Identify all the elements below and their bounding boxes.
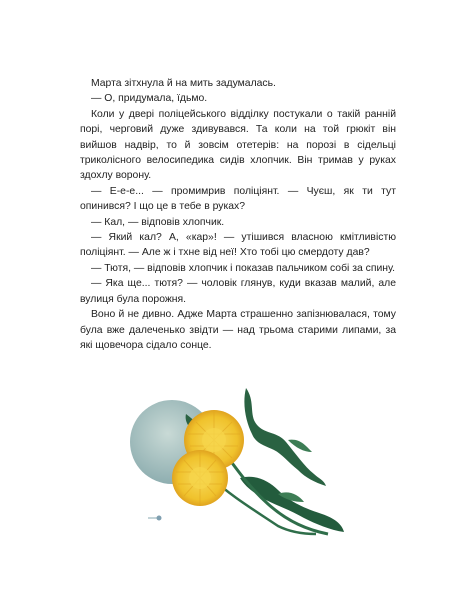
paragraph: — Е-е-е... — промимрив поліціянт. — Чуєш, як ти тут опинився? І що це в тебе в руках? <box>80 185 396 213</box>
paragraph: — Тютя, — відповів хлопчик і показав пальчиком собі за спину. <box>91 262 396 274</box>
leaf <box>240 477 344 532</box>
dandelion-flower <box>172 450 228 506</box>
paragraph: — О, придумала, їдьмо. <box>91 93 208 105</box>
paragraph: Коли у двері поліцейського відділку постукали о такій ранній порі, черговий дуже здивувався. Та коли на той грюкіт він вийшов надвір, то й зовсім отетерів: на порозі в сідельці триколісного велосипедика сидів хлопчик. Він тримав у руках здохлу ворону. <box>80 108 396 182</box>
dandelion-seed <box>148 516 162 521</box>
dandelion-artwork <box>128 382 352 542</box>
dandelion-illustration <box>128 382 352 542</box>
paragraph: — Який кал? А, «кар»! — утішився власною кмітливістю поліціянт. — Але ж і тхне від неї! Хто тобі цю смердоту дав? <box>80 232 396 259</box>
paragraph: Воно й не дивно. Адже Марта страшенно запізнювалася, тому була вже далеченько звідти — над трьома старими липами, за які щовечора сідало сонце. <box>80 309 396 351</box>
body-text <box>80 76 396 353</box>
paragraph: — Яка ще... тютя? — чоловік глянув, куди вказав малий, але вулиця була порожня. <box>80 278 396 305</box>
paragraph: Марта зітхнула й на мить задумалась. <box>91 78 276 89</box>
leaf <box>244 388 326 486</box>
paragraph: — Кал, — відповів хлопчик. <box>91 216 225 228</box>
